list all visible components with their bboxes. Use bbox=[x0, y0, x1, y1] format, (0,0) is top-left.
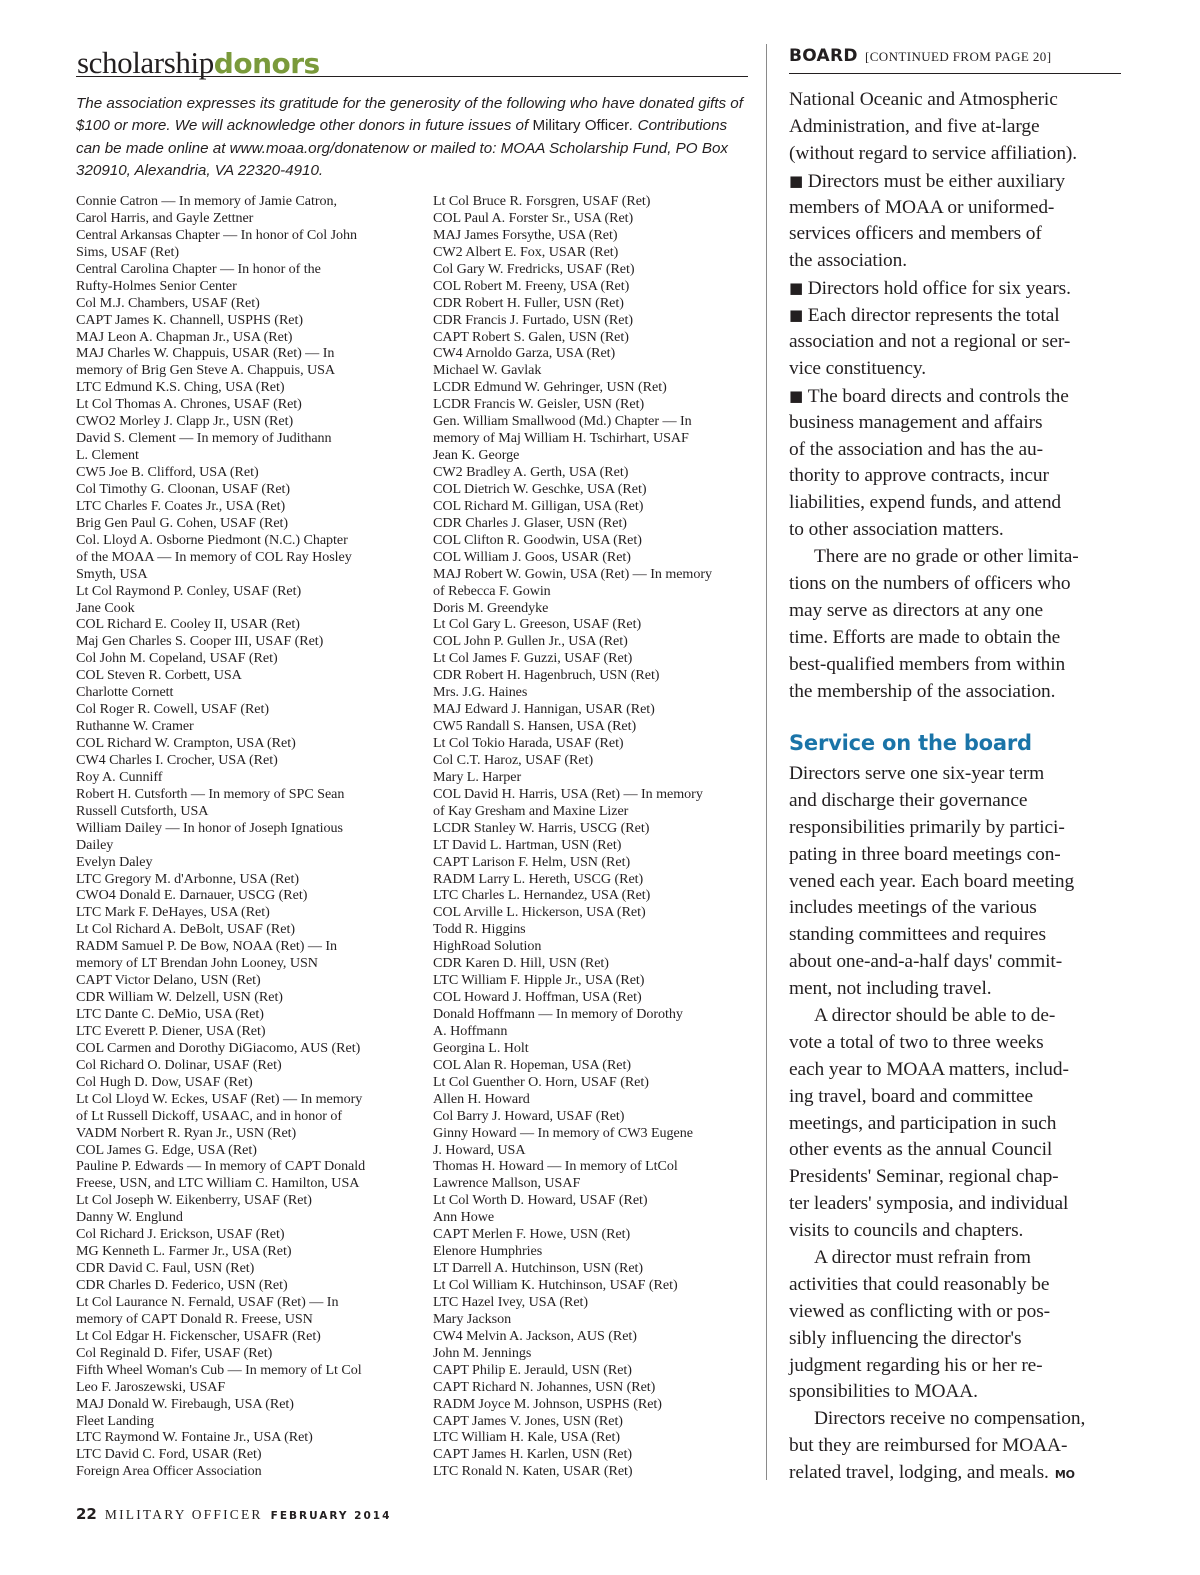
donor-list-line: COL Arville L. Hickerson, USA (Ret) bbox=[433, 904, 646, 921]
donor-list-line: CDR Charles J. Glaser, USN (Ret) bbox=[433, 514, 627, 531]
board-text-line bbox=[789, 571, 1124, 598]
board-text-line-text: of the association and has the au- bbox=[789, 438, 1043, 460]
donor-list-line: David S. Clement — In memory of Judithann bbox=[76, 430, 332, 447]
donor-list-line: LTC David C. Ford, USAR (Ret) bbox=[76, 1446, 262, 1463]
donor-list-line: CW2 Albert E. Fox, USAR (Ret) bbox=[433, 243, 619, 260]
donor-list-line: COL Richard W. Crampton, USA (Ret) bbox=[76, 735, 296, 751]
board-text-line-text: business management and affairs bbox=[789, 411, 1043, 433]
donor-list-line: Jean K. George bbox=[433, 447, 520, 464]
donor-list-line: Lt Col Guenther O. Horn, USAF (Ret) bbox=[433, 1073, 649, 1090]
service-text-line bbox=[789, 788, 1124, 815]
intro-text-2: . Contributions can be made online at www.moaa.org/donatenow or mailed to: MOAA Scholarship Fund, PO Box 320910, Alexandria, VA 22320-4910. bbox=[76, 117, 729, 180]
service-text-line bbox=[789, 1379, 1124, 1406]
donor-list-line: LTC William H. Kale, USA (Ret) bbox=[433, 1429, 621, 1446]
donor-list-line: Robert H. Cutsforth — In memory of SPC Sean bbox=[76, 785, 345, 802]
donor-list-line: CW4 Arnoldo Garza, USA (Ret) bbox=[433, 345, 616, 362]
board-text-line-text: members of MOAA or uniformed- bbox=[789, 196, 1055, 218]
board-text-line-text: the association. bbox=[789, 250, 907, 272]
donor-list-line: Lt Col Laurance N. Fernald, USAF (Ret) — In bbox=[76, 1293, 339, 1310]
board-text-line bbox=[789, 114, 1124, 141]
board-text-line bbox=[789, 463, 1124, 490]
donor-list-line: CW4 Charles I. Crocher, USA (Ret) bbox=[76, 751, 278, 768]
donor-list-line: CDR David C. Faul, USN (Ret) bbox=[76, 1260, 255, 1277]
service-text-line-text: sibly influencing the director's bbox=[789, 1327, 1022, 1349]
board-text-line-text: may serve as directors at any one bbox=[789, 599, 1044, 621]
donor-list-line: Ginny Howard — In memory of CW3 Eugene bbox=[433, 1124, 693, 1141]
donor-list-line: Mrs. J.G. Haines bbox=[433, 684, 528, 701]
donor-list-line: MAJ James Forsythe, USA (Ret) bbox=[433, 226, 618, 243]
donor-list-line: Charlotte Cornett bbox=[76, 684, 174, 701]
donor-list-line: of Rebecca F. Gowin bbox=[433, 582, 551, 599]
donor-list-line: Col Barry J. Howard, USAF (Ret) bbox=[433, 1107, 625, 1124]
donor-list-line: Col Richard J. Erickson, USAF (Ret) bbox=[76, 1226, 285, 1243]
donor-list-line: Col Roger R. Cowell, USAF (Ret) bbox=[76, 701, 270, 718]
donor-list-line: CW5 Randall S. Hansen, USA (Ret) bbox=[433, 718, 637, 735]
service-text-line bbox=[789, 1218, 1124, 1245]
donor-list-line: Fleet Landing bbox=[76, 1412, 155, 1429]
board-text-line bbox=[789, 625, 1124, 652]
board-text-line-text: services officers and members of bbox=[789, 223, 1042, 245]
board-text-line-text: to other association matters. bbox=[789, 519, 1004, 541]
donor-list-line: Col C.T. Haroz, USAF (Ret) bbox=[433, 751, 594, 768]
board-text-line-text: (without regard to service affiliation). bbox=[789, 142, 1078, 164]
board-text-line-text: Each director represents the total bbox=[807, 305, 1060, 327]
donor-list-line: A. Hoffmann bbox=[433, 1022, 508, 1039]
donor-list-line: Lt Col William K. Hutchinson, USAF (Ret) bbox=[433, 1277, 678, 1293]
service-text-line bbox=[789, 1245, 1124, 1272]
donor-list-line: Lt Col Bruce R. Forsgren, USAF (Ret) bbox=[433, 193, 651, 209]
donor-list-column-1 bbox=[76, 193, 421, 1480]
service-text-line bbox=[789, 1003, 1124, 1030]
bullet-square-icon: ■ bbox=[789, 171, 808, 190]
service-text-line-text: judgment regarding his or her re- bbox=[789, 1354, 1043, 1376]
service-text-line bbox=[789, 1137, 1124, 1164]
page-footer bbox=[76, 1505, 391, 1524]
donor-list-line: COL Carmen and Dorothy DiGiacomo, AUS (Ret) bbox=[76, 1039, 361, 1056]
donor-list-line: Lt Col Raymond P. Conley, USAF (Ret) bbox=[76, 582, 302, 599]
board-text-line bbox=[789, 652, 1124, 679]
service-text-line-text: Presidents' Seminar, regional chap- bbox=[789, 1166, 1059, 1188]
board-text-line-text: The board directs and controls the bbox=[807, 385, 1069, 407]
donor-list-line: LTC Hazel Ivey, USA (Ret) bbox=[433, 1293, 589, 1310]
donor-list-line: CAPT Philip E. Jerauld, USN (Ret) bbox=[433, 1361, 632, 1378]
donor-list-line: John M. Jennings bbox=[433, 1344, 532, 1361]
board-text-line-text: Directors must be either auxiliary bbox=[807, 170, 1065, 192]
donor-list-line: Col Timothy G. Cloonan, USAF (Ret) bbox=[76, 480, 291, 497]
page-title bbox=[77, 47, 320, 80]
service-text-line-text: ment, not including travel. bbox=[789, 978, 992, 1000]
column-divider bbox=[766, 44, 767, 1480]
board-text-line bbox=[789, 356, 1124, 383]
donor-list-line: Ann Howe bbox=[433, 1209, 495, 1226]
donor-list-line: COL Paul A. Forster Sr., USA (Ret) bbox=[433, 209, 634, 226]
donor-list-line: Central Carolina Chapter — In honor of the bbox=[76, 260, 321, 277]
donor-list-line: CWO2 Morley J. Clapp Jr., USN (Ret) bbox=[76, 413, 294, 430]
board-text-line-text: association and not a regional or ser- bbox=[789, 331, 1071, 353]
donor-list-line: Mary Jackson bbox=[433, 1310, 512, 1327]
issue-date: FEBRUARY 2014 bbox=[270, 1510, 392, 1522]
donor-list-line: COL Richard M. Gilligan, USA (Ret) bbox=[433, 497, 644, 514]
service-text-line bbox=[789, 1164, 1124, 1191]
service-text-line bbox=[789, 1191, 1124, 1218]
donor-list-line: LTC Dante C. DeMio, USA (Ret) bbox=[76, 1006, 264, 1022]
service-text-line bbox=[789, 761, 1124, 788]
service-text-line bbox=[789, 842, 1124, 869]
donor-list-line: CWO4 Donald E. Darnauer, USCG (Ret) bbox=[76, 887, 308, 904]
intro-text-1: The association expresses its gratitude for the generosity of the following who have donated gifts of $100 or more. We will acknowledge other donors in future issues of bbox=[76, 95, 743, 135]
donor-list-line: HighRoad Solution bbox=[433, 938, 542, 955]
board-text-line-text: vice constituency. bbox=[789, 357, 926, 379]
donor-list-line: LTC Charles L. Hernandez, USA (Ret) bbox=[433, 887, 651, 904]
donor-list-line: MAJ Edward J. Hannigan, USAR (Ret) bbox=[433, 701, 655, 718]
donor-list-line: Lt Col Thomas A. Chrones, USAF (Ret) bbox=[76, 396, 302, 413]
donor-list-line: LT Darrell A. Hutchinson, USN (Ret) bbox=[433, 1260, 644, 1277]
donor-list-line: Michael W. Gavlak bbox=[433, 362, 542, 379]
donor-list-line: Lawrence Mallson, USAF bbox=[433, 1175, 581, 1192]
donor-list-line: Elenore Humphries bbox=[433, 1243, 543, 1260]
service-text-line-text: activities that could reasonably be bbox=[789, 1273, 1050, 1295]
donor-list-line: Evelyn Daley bbox=[76, 853, 153, 870]
donor-list-line: MAJ Donald W. Firebaugh, USA (Ret) bbox=[76, 1395, 294, 1412]
donor-list-line: LTC Mark F. DeHayes, USA (Ret) bbox=[76, 904, 270, 921]
board-text-line-text: tions on the numbers of officers who bbox=[789, 573, 1071, 595]
donor-list-line: Ruthanne W. Cramer bbox=[76, 718, 194, 735]
donor-list-line: CW5 Joe B. Clifford, USA (Ret) bbox=[76, 464, 259, 480]
donor-list-line: MAJ Leon A. Chapman Jr., USA (Ret) bbox=[76, 328, 293, 345]
service-text-line bbox=[789, 1326, 1124, 1353]
donor-list-line: Freese, USN, and LTC William C. Hamilton, USA bbox=[76, 1175, 360, 1192]
donor-list-line: Thomas H. Howard — In memory of LtCol bbox=[433, 1158, 678, 1175]
donor-list-line: Lt Col Gary L. Greeson, USAF (Ret) bbox=[433, 616, 642, 633]
board-text-line-text: There are no grade or other limita- bbox=[814, 546, 1079, 568]
donor-list-line: Col Gary W. Fredricks, USAF (Ret) bbox=[433, 260, 635, 277]
donor-list-column-2 bbox=[433, 193, 753, 1480]
service-text-line-text: Directors serve one six-year term bbox=[789, 763, 1045, 784]
board-text-line bbox=[789, 275, 1124, 302]
donor-list-line: CAPT Larison F. Helm, USN (Ret) bbox=[433, 853, 631, 870]
service-text-line bbox=[789, 1084, 1124, 1111]
board-label: BOARD bbox=[789, 46, 858, 66]
service-text-line-text: responsibilities primarily by partici- bbox=[789, 816, 1065, 838]
board-text-line bbox=[789, 248, 1124, 275]
donor-list-line: RADM Joyce M. Johnson, USPHS (Ret) bbox=[433, 1395, 662, 1412]
service-text-line-text: about one-and-a-half days' commit- bbox=[789, 951, 1063, 973]
page-title-part1: scholarship bbox=[77, 45, 214, 80]
service-text-line-text: related travel, lodging, and meals. bbox=[789, 1462, 1049, 1484]
donor-list-line: LTC Gregory M. d'Arbonne, USA (Ret) bbox=[76, 870, 300, 887]
donor-list-line: Brig Gen Paul G. Cohen, USAF (Ret) bbox=[76, 514, 289, 531]
donor-list-line: CAPT James K. Channell, USPHS (Ret) bbox=[76, 311, 304, 328]
donor-list-line: of Kay Gresham and Maxine Lizer bbox=[433, 802, 629, 819]
service-text-line bbox=[789, 1433, 1124, 1460]
bullet-square-icon: ■ bbox=[789, 306, 808, 325]
bullet-square-icon: ■ bbox=[789, 279, 808, 298]
donor-list-line: LTC Everett P. Diener, USA (Ret) bbox=[76, 1022, 266, 1039]
donor-list-line: Allen H. Howard bbox=[433, 1090, 530, 1107]
board-text-line-text: liabilities, expend funds, and attend bbox=[789, 492, 1062, 514]
donor-list-line: Roy A. Cunniff bbox=[76, 768, 163, 785]
board-text-line-text: the membership of the association. bbox=[789, 680, 1056, 702]
service-text-line bbox=[789, 1353, 1124, 1380]
donor-list-line: Mary L. Harper bbox=[433, 768, 522, 785]
board-text-line-text: Directors hold office for six years. bbox=[807, 278, 1071, 300]
donor-list-line: of Lt Russell Dickoff, USAAC, and in honor of bbox=[76, 1107, 343, 1124]
service-text-line-text: pating in three board meetings con- bbox=[789, 843, 1061, 865]
service-text-line bbox=[789, 1460, 1124, 1487]
donor-list-line: Maj Gen Charles S. Cooper III, USAF (Ret) bbox=[76, 633, 324, 650]
donor-list-line: Lt Col James F. Guzzi, USAF (Ret) bbox=[433, 650, 633, 667]
donor-list-line: COL William J. Goos, USAR (Ret) bbox=[433, 548, 631, 565]
service-text-line-text: A director must refrain from bbox=[814, 1247, 1031, 1269]
service-text-line bbox=[789, 949, 1124, 976]
donor-list-line: memory of LT Brendan John Looney, USN bbox=[76, 955, 318, 972]
section-header bbox=[76, 44, 748, 80]
donor-list-line: Foreign Area Officer Association bbox=[76, 1463, 262, 1480]
board-text-line bbox=[789, 517, 1124, 544]
donor-list-line: LTC William F. Hipple Jr., USA (Ret) bbox=[433, 972, 645, 989]
service-text-line bbox=[789, 1030, 1124, 1057]
board-text-line bbox=[789, 679, 1124, 706]
service-text-line-text: viewed as conflicting with or pos- bbox=[789, 1300, 1051, 1322]
service-text-line-text: vote a total of two to three weeks bbox=[789, 1031, 1044, 1053]
donor-list-line: Pauline P. Edwards — In memory of CAPT Donald bbox=[76, 1158, 366, 1175]
magazine-name: MILITARY OFFICER bbox=[104, 1507, 263, 1522]
service-text-line-text: visits to councils and chapters. bbox=[789, 1220, 1024, 1242]
donor-list-line: Russell Cutsforth, USA bbox=[76, 802, 209, 819]
donor-list-line: CAPT Robert S. Galen, USN (Ret) bbox=[433, 328, 629, 345]
donor-list-line: COL Dietrich W. Geschke, USA (Ret) bbox=[433, 480, 647, 497]
service-text-line bbox=[789, 922, 1124, 949]
board-text-line-text: thority to approve contracts, incur bbox=[789, 465, 1049, 487]
donor-list-line: Lt Col Joseph W. Eikenberry, USAF (Ret) bbox=[76, 1192, 312, 1209]
service-text-line-text: and discharge their governance bbox=[789, 789, 1028, 811]
donor-list-line: LTC Edmund K.S. Ching, USA (Ret) bbox=[76, 379, 285, 396]
intro-magazine-name: Military Officer bbox=[532, 117, 630, 135]
service-text-line-text: each year to MOAA matters, includ- bbox=[789, 1058, 1069, 1080]
donor-list-line: Lt Col Tokio Harada, USAF (Ret) bbox=[433, 735, 624, 751]
service-text-line bbox=[789, 1299, 1124, 1326]
donor-list-line: CW4 Melvin A. Jackson, AUS (Ret) bbox=[433, 1327, 637, 1344]
board-text-line bbox=[789, 410, 1124, 437]
service-heading: Service on the board bbox=[789, 731, 1032, 755]
donor-list-line: CAPT Merlen F. Howe, USN (Ret) bbox=[433, 1226, 631, 1243]
board-text-line bbox=[789, 141, 1124, 168]
board-text-line-text: National Oceanic and Atmospheric bbox=[789, 89, 1058, 110]
donor-list-line: Doris M. Greendyke bbox=[433, 599, 549, 616]
board-text-line bbox=[789, 168, 1124, 195]
donor-list-line: William Dailey — In honor of Joseph Ignatious bbox=[76, 819, 343, 836]
service-text-line bbox=[789, 815, 1124, 842]
donor-list-line: CDR William W. Delzell, USN (Ret) bbox=[76, 989, 283, 1006]
donor-list-line: Smyth, USA bbox=[76, 565, 148, 582]
donor-list-line: CDR Robert H. Fuller, USN (Ret) bbox=[433, 294, 624, 311]
donor-list-line: Col John M. Copeland, USAF (Ret) bbox=[76, 650, 278, 667]
service-text-line bbox=[789, 1111, 1124, 1138]
donor-list-line: CW2 Bradley A. Gerth, USA (Ret) bbox=[433, 464, 629, 480]
board-text bbox=[789, 87, 1124, 705]
donor-list-line: MG Kenneth L. Farmer Jr., USA (Ret) bbox=[76, 1243, 292, 1260]
donor-list-line: Fifth Wheel Woman's Cub — In memory of Lt Col bbox=[76, 1361, 362, 1378]
board-text-line bbox=[789, 437, 1124, 464]
donor-list-line: Col Richard O. Dolinar, USAF (Ret) bbox=[76, 1056, 282, 1073]
donor-list-line: COL John P. Gullen Jr., USA (Ret) bbox=[433, 633, 628, 650]
donor-list-line: LTC Ronald N. Katen, USAR (Ret) bbox=[433, 1463, 633, 1480]
service-text-line-text: includes meetings of the various bbox=[789, 897, 1037, 919]
service-text bbox=[789, 761, 1124, 1487]
donor-list-line: COL Clifton R. Goodwin, USA (Ret) bbox=[433, 531, 642, 548]
donor-list-line: Lt Col Richard A. DeBolt, USAF (Ret) bbox=[76, 921, 295, 938]
board-text-line bbox=[789, 87, 1124, 114]
donor-list-line: CAPT James V. Jones, USN (Ret) bbox=[433, 1412, 623, 1429]
donor-list-line: CAPT James H. Karlen, USN (Ret) bbox=[433, 1446, 633, 1463]
donor-list-line: CAPT Richard N. Johannes, USN (Ret) bbox=[433, 1378, 656, 1395]
board-text-line-text: Administration, and five at-large bbox=[789, 115, 1040, 137]
board-text-line bbox=[789, 383, 1124, 410]
donor-list-line: COL Howard J. Hoffman, USA (Ret) bbox=[433, 989, 642, 1006]
service-text-line bbox=[789, 1406, 1124, 1433]
service-text-line-text: ing travel, board and committee bbox=[789, 1085, 1034, 1107]
donor-list-line: Col M.J. Chambers, USAF (Ret) bbox=[76, 294, 260, 311]
service-text-line-text: vened each year. Each board meeting bbox=[789, 870, 1075, 892]
donor-list-line: Lt Col Lloyd W. Eckes, USAF (Ret) — In memory bbox=[76, 1090, 363, 1107]
board-text-line bbox=[789, 490, 1124, 517]
board-text-line bbox=[789, 329, 1124, 356]
service-text-line-text: sponsibilities to MOAA. bbox=[789, 1381, 978, 1403]
donor-list-line: COL Alan R. Hopeman, USA (Ret) bbox=[433, 1056, 632, 1073]
donor-list-line: COL Steven R. Corbett, USA bbox=[76, 667, 242, 684]
donor-list-line: CDR Charles D. Federico, USN (Ret) bbox=[76, 1277, 288, 1293]
donor-list-line: RADM Samuel P. De Bow, NOAA (Ret) — In bbox=[76, 938, 338, 955]
donor-list-line: Lt Col Worth D. Howard, USAF (Ret) bbox=[433, 1192, 648, 1209]
board-section-header bbox=[789, 44, 1121, 74]
donor-list-line: COL James G. Edge, USA (Ret) bbox=[76, 1141, 257, 1158]
service-text-line bbox=[789, 895, 1124, 922]
donor-list-line: memory of Maj William H. Tschirhart, USAF bbox=[433, 430, 689, 447]
board-text-line-text: time. Efforts are made to obtain the bbox=[789, 626, 1061, 648]
donor-list-line: L. Clement bbox=[76, 447, 139, 464]
service-text-line-text: meetings, and participation in such bbox=[789, 1112, 1057, 1134]
continued-note: [CONTINUED FROM PAGE 20] bbox=[865, 49, 1052, 64]
donor-list-line: of the MOAA — In memory of COL Ray Hosley bbox=[76, 548, 352, 565]
service-text-line bbox=[789, 869, 1124, 896]
service-text-line bbox=[789, 976, 1124, 1003]
donor-list-line: Connie Catron — In memory of Jamie Catron, bbox=[76, 193, 337, 209]
donor-list-line: J. Howard, USA bbox=[433, 1141, 526, 1158]
service-text-line-text: A director should be able to de- bbox=[814, 1005, 1056, 1027]
board-text-line bbox=[789, 221, 1124, 248]
donor-list-line: CAPT Victor Delano, USN (Ret) bbox=[76, 972, 261, 989]
board-text-line bbox=[789, 302, 1124, 329]
bullet-square-icon: ■ bbox=[789, 386, 808, 405]
donor-list-line: MAJ Charles W. Chappuis, USAR (Ret) — In bbox=[76, 345, 335, 362]
donor-list-line: LT David L. Hartman, USN (Ret) bbox=[433, 836, 622, 853]
donor-list-line: COL David H. Harris, USA (Ret) — In memory bbox=[433, 785, 703, 802]
board-text-line bbox=[789, 598, 1124, 625]
donor-list-line: LCDR Stanley W. Harris, USCG (Ret) bbox=[433, 819, 650, 836]
donor-list-line: memory of Brig Gen Steve A. Chappuis, USA bbox=[76, 362, 336, 379]
donor-list-line: COL Robert M. Freeny, USA (Ret) bbox=[433, 277, 630, 294]
service-text-line-text: ter leaders' symposia, and individual bbox=[789, 1193, 1069, 1215]
donor-list-line: VADM Norbert R. Ryan Jr., USN (Ret) bbox=[76, 1124, 297, 1141]
donor-list-line: Col. Lloyd A. Osborne Piedmont (N.C.) Chapter bbox=[76, 531, 348, 548]
service-text-line-text: but they are reimbursed for MOAA- bbox=[789, 1435, 1068, 1457]
donor-list-line: Dailey bbox=[76, 836, 114, 853]
board-text-line-text: best-qualified members from within bbox=[789, 653, 1066, 675]
donor-list-line: Sims, USAF (Ret) bbox=[76, 243, 179, 260]
board-text-line bbox=[789, 544, 1124, 571]
donor-list-line: Col Reginald D. Fifer, USAF (Ret) bbox=[76, 1344, 273, 1361]
donor-list-line: LTC Raymond W. Fontaine Jr., USA (Ret) bbox=[76, 1429, 313, 1446]
donor-list-line: Jane Cook bbox=[76, 599, 135, 616]
service-text-line bbox=[789, 1272, 1124, 1299]
donor-list-line: CDR Karen D. Hill, USN (Ret) bbox=[433, 955, 609, 972]
service-text-line bbox=[789, 1057, 1124, 1084]
service-text-line-text: other events as the annual Council bbox=[789, 1139, 1053, 1161]
donor-list-line: RADM Larry L. Hereth, USCG (Ret) bbox=[433, 870, 644, 887]
donor-list-line: Central Arkansas Chapter — In honor of Col John bbox=[76, 226, 358, 243]
intro-paragraph bbox=[76, 93, 744, 183]
donor-list-line: memory of CAPT Donald R. Freese, USN bbox=[76, 1310, 313, 1327]
donor-list-line: Donald Hoffmann — In memory of Dorothy bbox=[433, 1006, 683, 1022]
donor-list-line: Carol Harris, and Gayle Zettner bbox=[76, 209, 254, 226]
service-text-line-text: standing committees and requires bbox=[789, 924, 1046, 946]
end-mark: MO bbox=[1054, 1468, 1075, 1482]
donor-list-line: CDR Francis J. Furtado, USN (Ret) bbox=[433, 311, 633, 328]
donor-list-line: Col Hugh D. Dow, USAF (Ret) bbox=[76, 1073, 253, 1090]
donor-list-line: Rufty-Holmes Senior Center bbox=[76, 277, 237, 294]
donor-list-line: Danny W. Englund bbox=[76, 1209, 183, 1226]
donor-list-line: LTC Charles F. Coates Jr., USA (Ret) bbox=[76, 497, 286, 514]
donor-list-line: Todd R. Higgins bbox=[433, 921, 526, 938]
donor-list-line: Georgina L. Holt bbox=[433, 1039, 529, 1056]
donor-list-line: COL Richard E. Cooley II, USAR (Ret) bbox=[76, 616, 300, 633]
service-text-line-text: Directors receive no compensation, bbox=[814, 1408, 1086, 1430]
page-number: 22 bbox=[76, 1505, 97, 1523]
donor-list-line: Gen. William Smallwood (Md.) Chapter — In bbox=[433, 413, 692, 430]
board-text-line bbox=[789, 195, 1124, 222]
donor-list-line: LCDR Francis W. Geisler, USN (Ret) bbox=[433, 396, 645, 413]
donor-list-line: CDR Robert H. Hagenbruch, USN (Ret) bbox=[433, 667, 660, 684]
donor-list-line: Lt Col Edgar H. Fickenscher, USAFR (Ret) bbox=[76, 1327, 321, 1344]
donor-list-line: MAJ Robert W. Gowin, USA (Ret) — In memory bbox=[433, 565, 712, 582]
page-title-part2: donors bbox=[213, 47, 320, 80]
donor-list-line: Leo F. Jaroszewski, USAF bbox=[76, 1378, 226, 1395]
donor-list-line: LCDR Edmund W. Gehringer, USN (Ret) bbox=[433, 379, 667, 396]
